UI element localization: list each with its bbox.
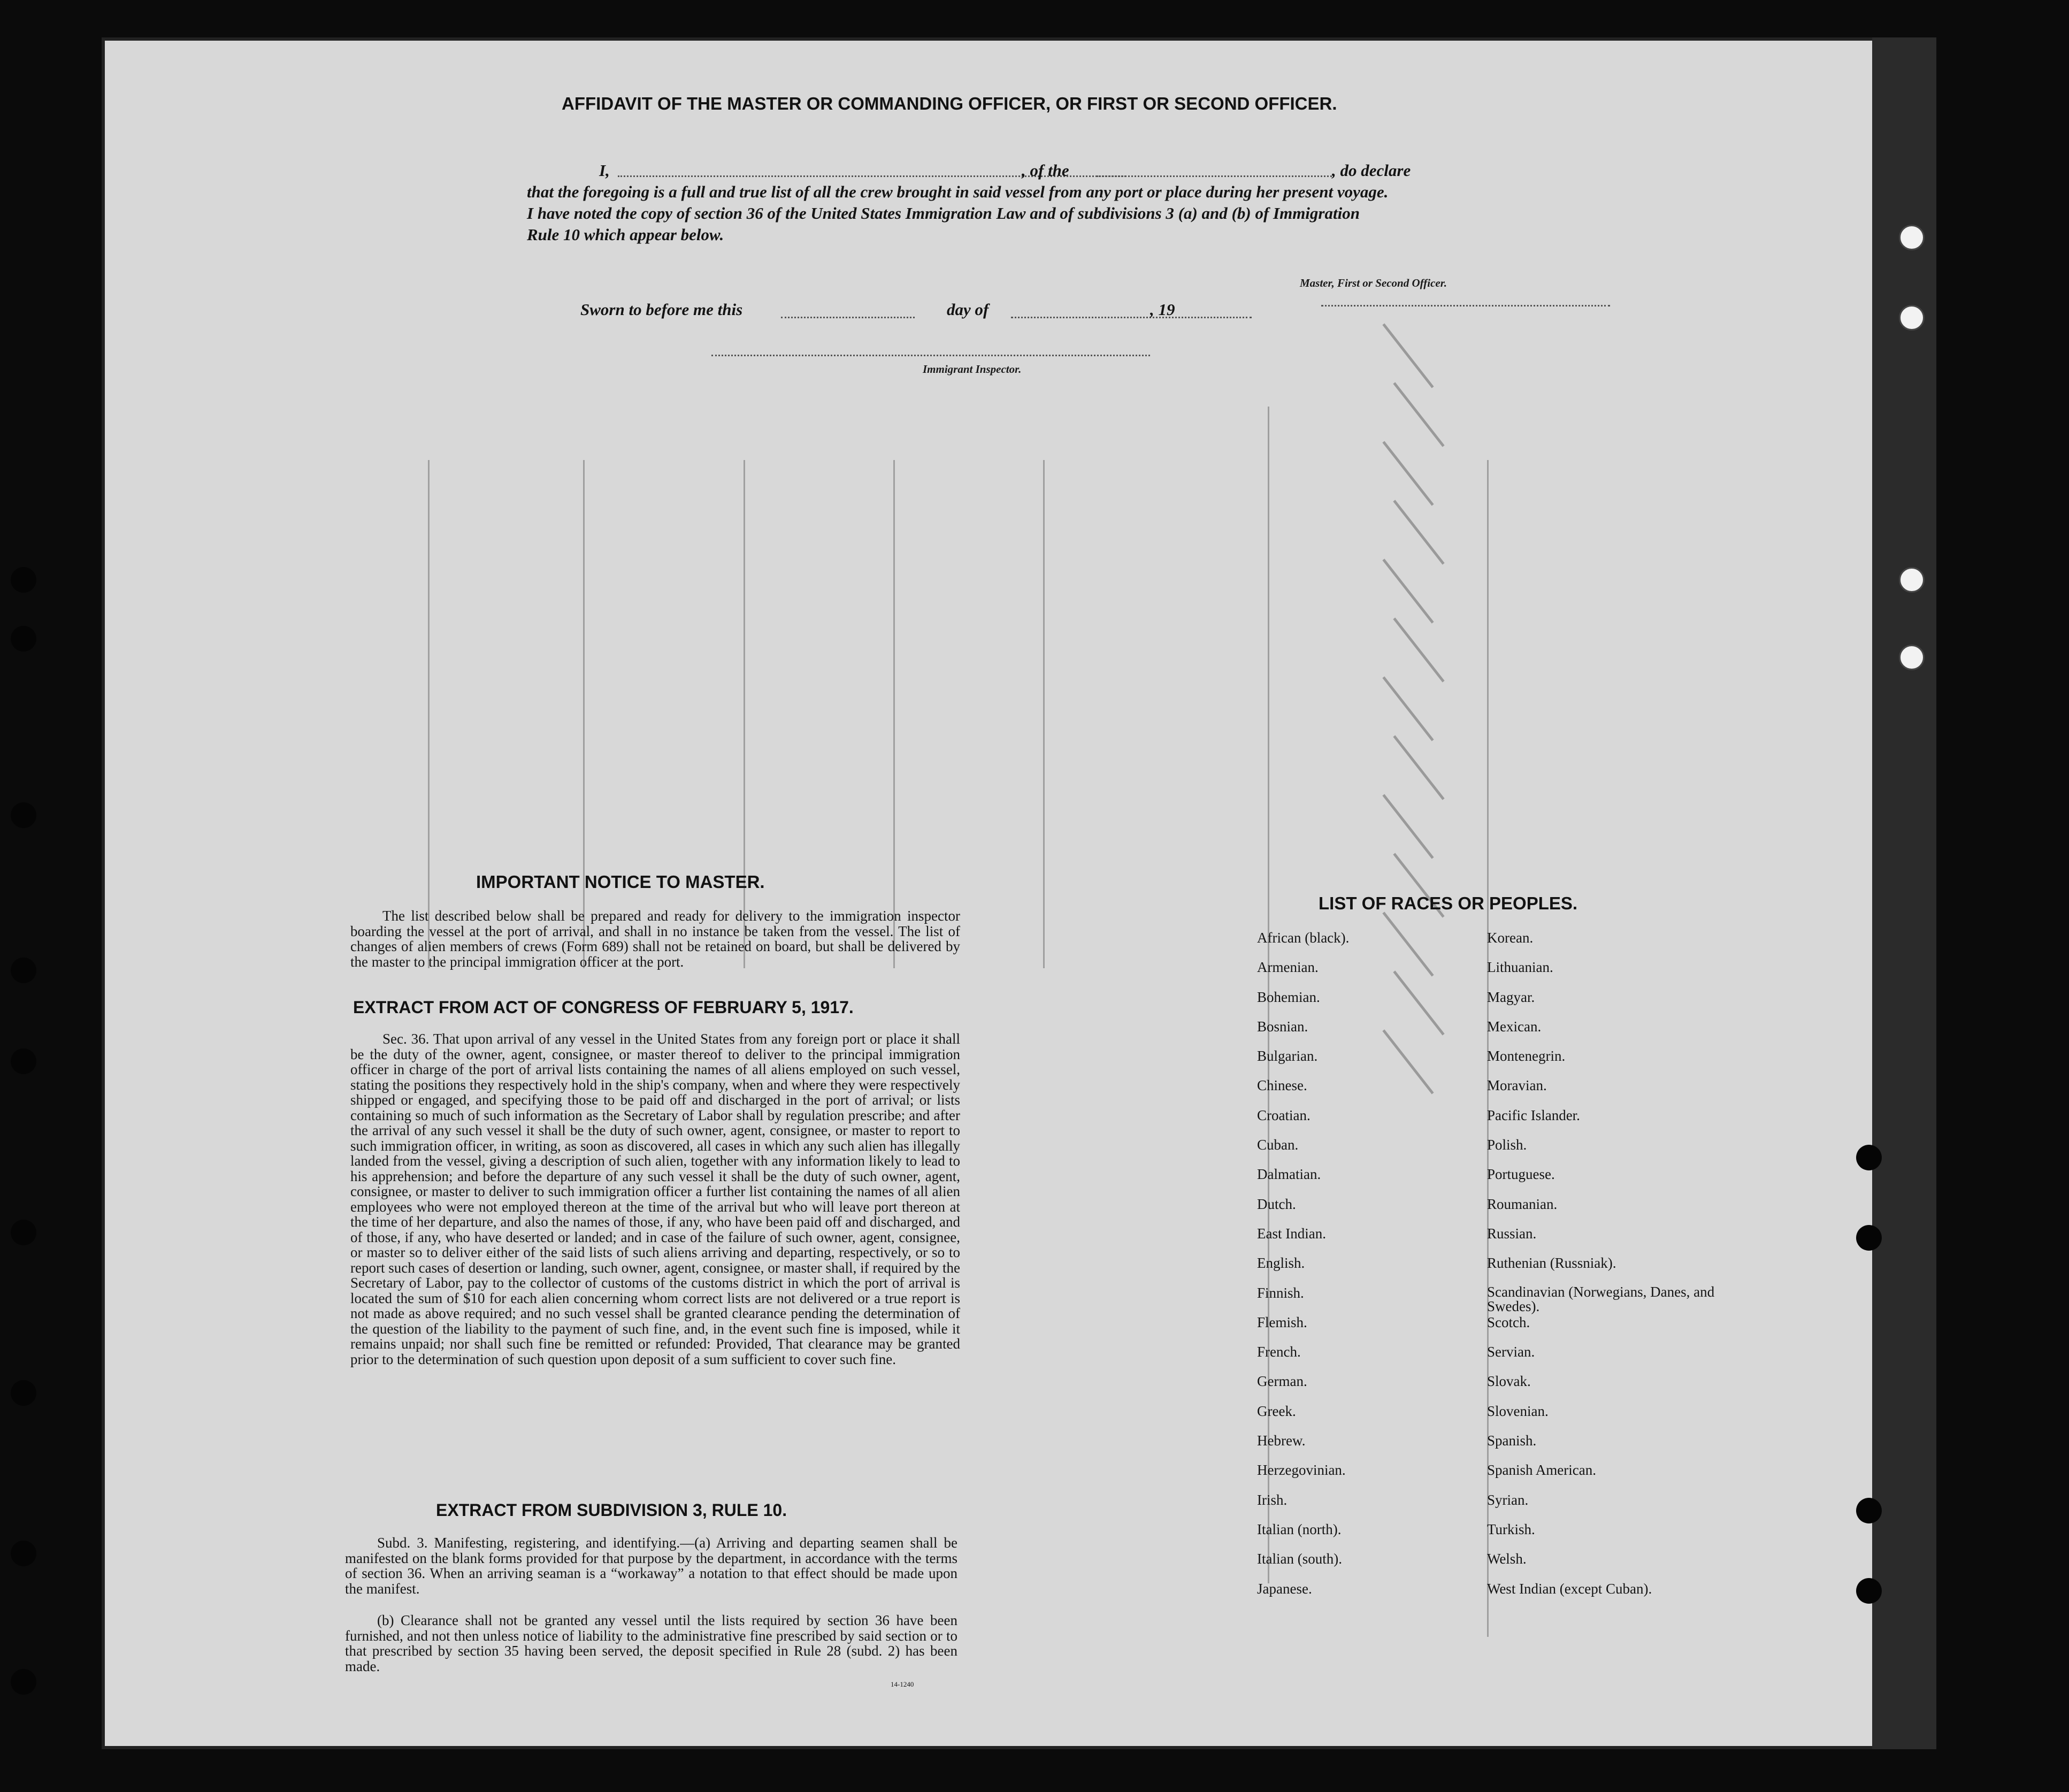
races-right-column	[1487, 930, 1722, 1610]
bleed-slash	[1393, 735, 1444, 800]
inspector-label: Immigrant Inspector.	[923, 363, 1022, 376]
affidavit-title: AFFIDAVIT OF THE MASTER OR COMMANDING OFFICER, OR FIRST OR SECOND OFFICER.	[562, 94, 1337, 113]
race-entry: Polish.	[1487, 1137, 1527, 1153]
race-entry: Magyar.	[1487, 989, 1535, 1005]
race-entry: Montenegrin.	[1487, 1048, 1566, 1065]
binder-hole	[1856, 1225, 1882, 1251]
bleed-slash	[1382, 676, 1434, 741]
race-entry: English.	[1257, 1255, 1305, 1272]
race-entry: Russian.	[1487, 1225, 1537, 1242]
affidavit-do-declare: , do declare	[1332, 161, 1411, 180]
bleed-slash	[1382, 558, 1434, 623]
race-entry: Herzegovinian.	[1257, 1462, 1346, 1479]
race-entry: Irish.	[1257, 1491, 1288, 1508]
race-entry: Servian.	[1487, 1344, 1535, 1360]
race-entry: Greek.	[1257, 1403, 1296, 1419]
bleed-slash	[1393, 500, 1444, 564]
binder-hole	[1899, 567, 1925, 593]
vessel-blank	[1097, 175, 1332, 177]
year-text: , 19	[1150, 300, 1175, 319]
binder-hole	[1856, 1145, 1882, 1170]
race-entry: Slovenian.	[1487, 1403, 1549, 1419]
master-signature-line	[1321, 305, 1610, 307]
month-blank	[1011, 317, 1252, 318]
race-entry: French.	[1257, 1344, 1301, 1360]
race-entry: Spanish American.	[1487, 1462, 1596, 1479]
notice-title: IMPORTANT NOTICE TO MASTER.	[476, 872, 765, 892]
binder-hole	[11, 1669, 36, 1695]
bleed-slash	[1382, 794, 1434, 859]
bleed-rule	[1043, 460, 1045, 968]
race-entry: Japanese.	[1257, 1580, 1312, 1597]
act-title: EXTRACT FROM ACT OF CONGRESS OF FEBRUARY 5, 1917.	[353, 998, 854, 1017]
race-entry: Slovak.	[1487, 1373, 1531, 1390]
race-entry: Cuban.	[1257, 1137, 1299, 1153]
binder-hole	[11, 1380, 36, 1406]
race-entry: Lithuanian.	[1487, 959, 1553, 976]
bleed-rule	[428, 460, 430, 968]
race-entry: Finnish.	[1257, 1284, 1304, 1301]
binder-hole	[11, 1048, 36, 1074]
rule-title: EXTRACT FROM SUBDIVISION 3, RULE 10.	[436, 1500, 787, 1520]
race-entry: Hebrew.	[1257, 1433, 1306, 1449]
binder-hole	[11, 1220, 36, 1245]
notice-text: The list described below shall be prepared and ready for delivery to the immigration inspector boarding the vessel at the port of arrival, and shall in no instance be taken from the vessel. The list of changes of alien members of crews (Form 689) shall not be retained on board, but shall be delivered by the master to the principal immigration officer at the port.	[350, 908, 960, 970]
race-entry: Chinese.	[1257, 1077, 1307, 1094]
race-entry: Ruthenian (Russniak).	[1487, 1255, 1616, 1272]
document-page	[102, 37, 1936, 1749]
race-entry: Armenian.	[1257, 959, 1319, 976]
race-entry: Bulgarian.	[1257, 1048, 1318, 1065]
race-entry: Portuguese.	[1487, 1166, 1555, 1183]
bleed-rule	[893, 460, 895, 968]
binder-hole	[1899, 225, 1925, 250]
affidavit-i: I,	[599, 161, 610, 180]
act-text: Sec. 36. That upon arrival of any vessel in the United States from any foreign port or place it shall be the duty of the owner, agent, consignee, or master thereof to deliver to the principal immigration officer in charge of the port of arrival lists containing the names of all aliens employed on such vessel, stating the positions they respectively hold in the ship's company, when and where they were respectively shipped or engaged, and specifying those to be paid off and discharged in the port of arrival; or lists containing so much of such information as the Secretary of Labor shall by regulation prescribe; and after the arrival of any such vessel it shall be the duty of such owner, agent, consignee, or master to report to such immigration officer, in writing, as soon as discovered, all cases in which any such alien has illegally landed from the vessel, giving a description of such alien, together with any information likely to lead to his apprehension; and before the departure of any such vessel it shall be the duty of such owner, agent, consignee, or master to deliver to such immigration officer a further list containing the names of all alien employees who were not employed thereon at the time of the arrival but who will leave port thereon at the time of her departure, and also the names of those, if any, who have been paid off and discharged, and of those, if any, who have deserted or landed; and in case of the failure of such owner, agent, consignee, or master so to deliver either of the said lists of such aliens arriving and departing, respectively, or so to report such cases of desertion or landing, such owner, agent, consignee, or master shall, if required by the Secretary of Labor, pay to the collector of customs of the customs district in which the port of arrival is located the sum of $10 for each alien concerning whom correct lists are not delivered or a true report is not made as above required; and no such vessel shall be granted clearance pending the determination of the question of the liability to the payment of such fine, and, in the event such fine is imposed, while it remains unpaid; nor shall such fine be remitted or refunded: Provided, That clearance may be granted prior to the determination of such question upon deposit of a sum sufficient to cover such fine.	[350, 1031, 960, 1367]
binder-hole	[1856, 1578, 1882, 1604]
master-label: Master, First or Second Officer.	[1300, 277, 1447, 289]
race-entry: Spanish.	[1487, 1433, 1537, 1449]
race-entry: Scandinavian (Norwegians, Danes, and Swedes).	[1487, 1283, 1715, 1314]
bleed-slash	[1382, 1029, 1434, 1094]
race-entry: Italian (south).	[1257, 1551, 1342, 1567]
race-entry: Flemish.	[1257, 1314, 1307, 1330]
bleed-slash	[1382, 912, 1434, 976]
race-entry: Welsh.	[1487, 1551, 1527, 1567]
race-entry: Roumanian.	[1487, 1196, 1558, 1212]
bleed-slash	[1393, 382, 1444, 447]
binder-hole	[1899, 305, 1925, 331]
race-entry: Italian (north).	[1257, 1521, 1342, 1537]
race-entry: Dalmatian.	[1257, 1166, 1321, 1183]
bleed-slash	[1382, 323, 1434, 388]
bleed-slash	[1393, 617, 1444, 682]
race-entry: Moravian.	[1487, 1077, 1547, 1094]
race-entry: Bohemian.	[1257, 989, 1320, 1005]
affidavit-line3: I have noted the copy of section 36 of the United States Immigration Law and of subdivisions 3 (a) and (b) of Immigration	[527, 204, 1360, 223]
form-number: 14-1240	[891, 1680, 914, 1688]
binder-hole	[11, 567, 36, 593]
race-entry: Dutch.	[1257, 1196, 1296, 1212]
day-blank	[781, 317, 915, 318]
bleed-slash	[1382, 441, 1434, 506]
rule-text-a: Subd. 3. Manifesting, registering, and identifying.—(a) Arriving and departing seamen shall be manifested on the blank forms provided for that purpose by the department, in accordance with the terms of section 36. When an arriving seaman is a “workaway” a notation to that effect should be made upon the manifest.	[345, 1535, 957, 1597]
race-entry: Croatian.	[1257, 1107, 1311, 1123]
race-entry: Pacific Islander.	[1487, 1107, 1580, 1123]
race-entry: Mexican.	[1487, 1018, 1542, 1035]
rule-text-b: (b) Clearance shall not be granted any vessel until the lists required by section 36 have been furnished, and not then unless notice of liability to the administrative fine prescribed by said section or to that prescribed by section 35 having been served, the deposit specified in Rule 28 (subd. 2) has been made.	[345, 1612, 957, 1674]
race-entry: Syrian.	[1487, 1491, 1529, 1508]
binder-hole	[11, 802, 36, 828]
race-entry: Korean.	[1487, 930, 1534, 946]
race-entry: West Indian (except Cuban).	[1487, 1580, 1652, 1597]
inspector-signature-line	[711, 355, 1150, 356]
binder-hole	[11, 1541, 36, 1566]
binder-hole	[11, 626, 36, 652]
race-entry: Bosnian.	[1257, 1018, 1308, 1035]
race-entry: Turkish.	[1487, 1521, 1535, 1537]
binder-hole	[11, 958, 36, 983]
affidavit-line2: that the foregoing is a full and true list of all the crew brought in said vessel from any port or place during her present voyage.	[527, 182, 1389, 201]
sworn-text: Sworn to before me this	[580, 300, 743, 319]
race-entry: Scotch.	[1487, 1314, 1530, 1330]
race-entry: German.	[1257, 1373, 1307, 1390]
affidavit-line4: Rule 10 which appear below.	[527, 225, 724, 244]
races-left-column	[1257, 930, 1349, 1610]
page-edge-shadow	[1872, 37, 1936, 1749]
day-of-text: day of	[947, 300, 989, 319]
bleed-slash	[1393, 970, 1444, 1035]
binder-hole	[1899, 645, 1925, 670]
affidavit-of-the: , of the	[1022, 161, 1069, 180]
binder-hole	[1856, 1498, 1882, 1523]
race-entry: African (black).	[1257, 930, 1350, 946]
race-entry: East Indian.	[1257, 1225, 1326, 1242]
races-title: LIST OF RACES OR PEOPLES.	[1319, 893, 1578, 913]
